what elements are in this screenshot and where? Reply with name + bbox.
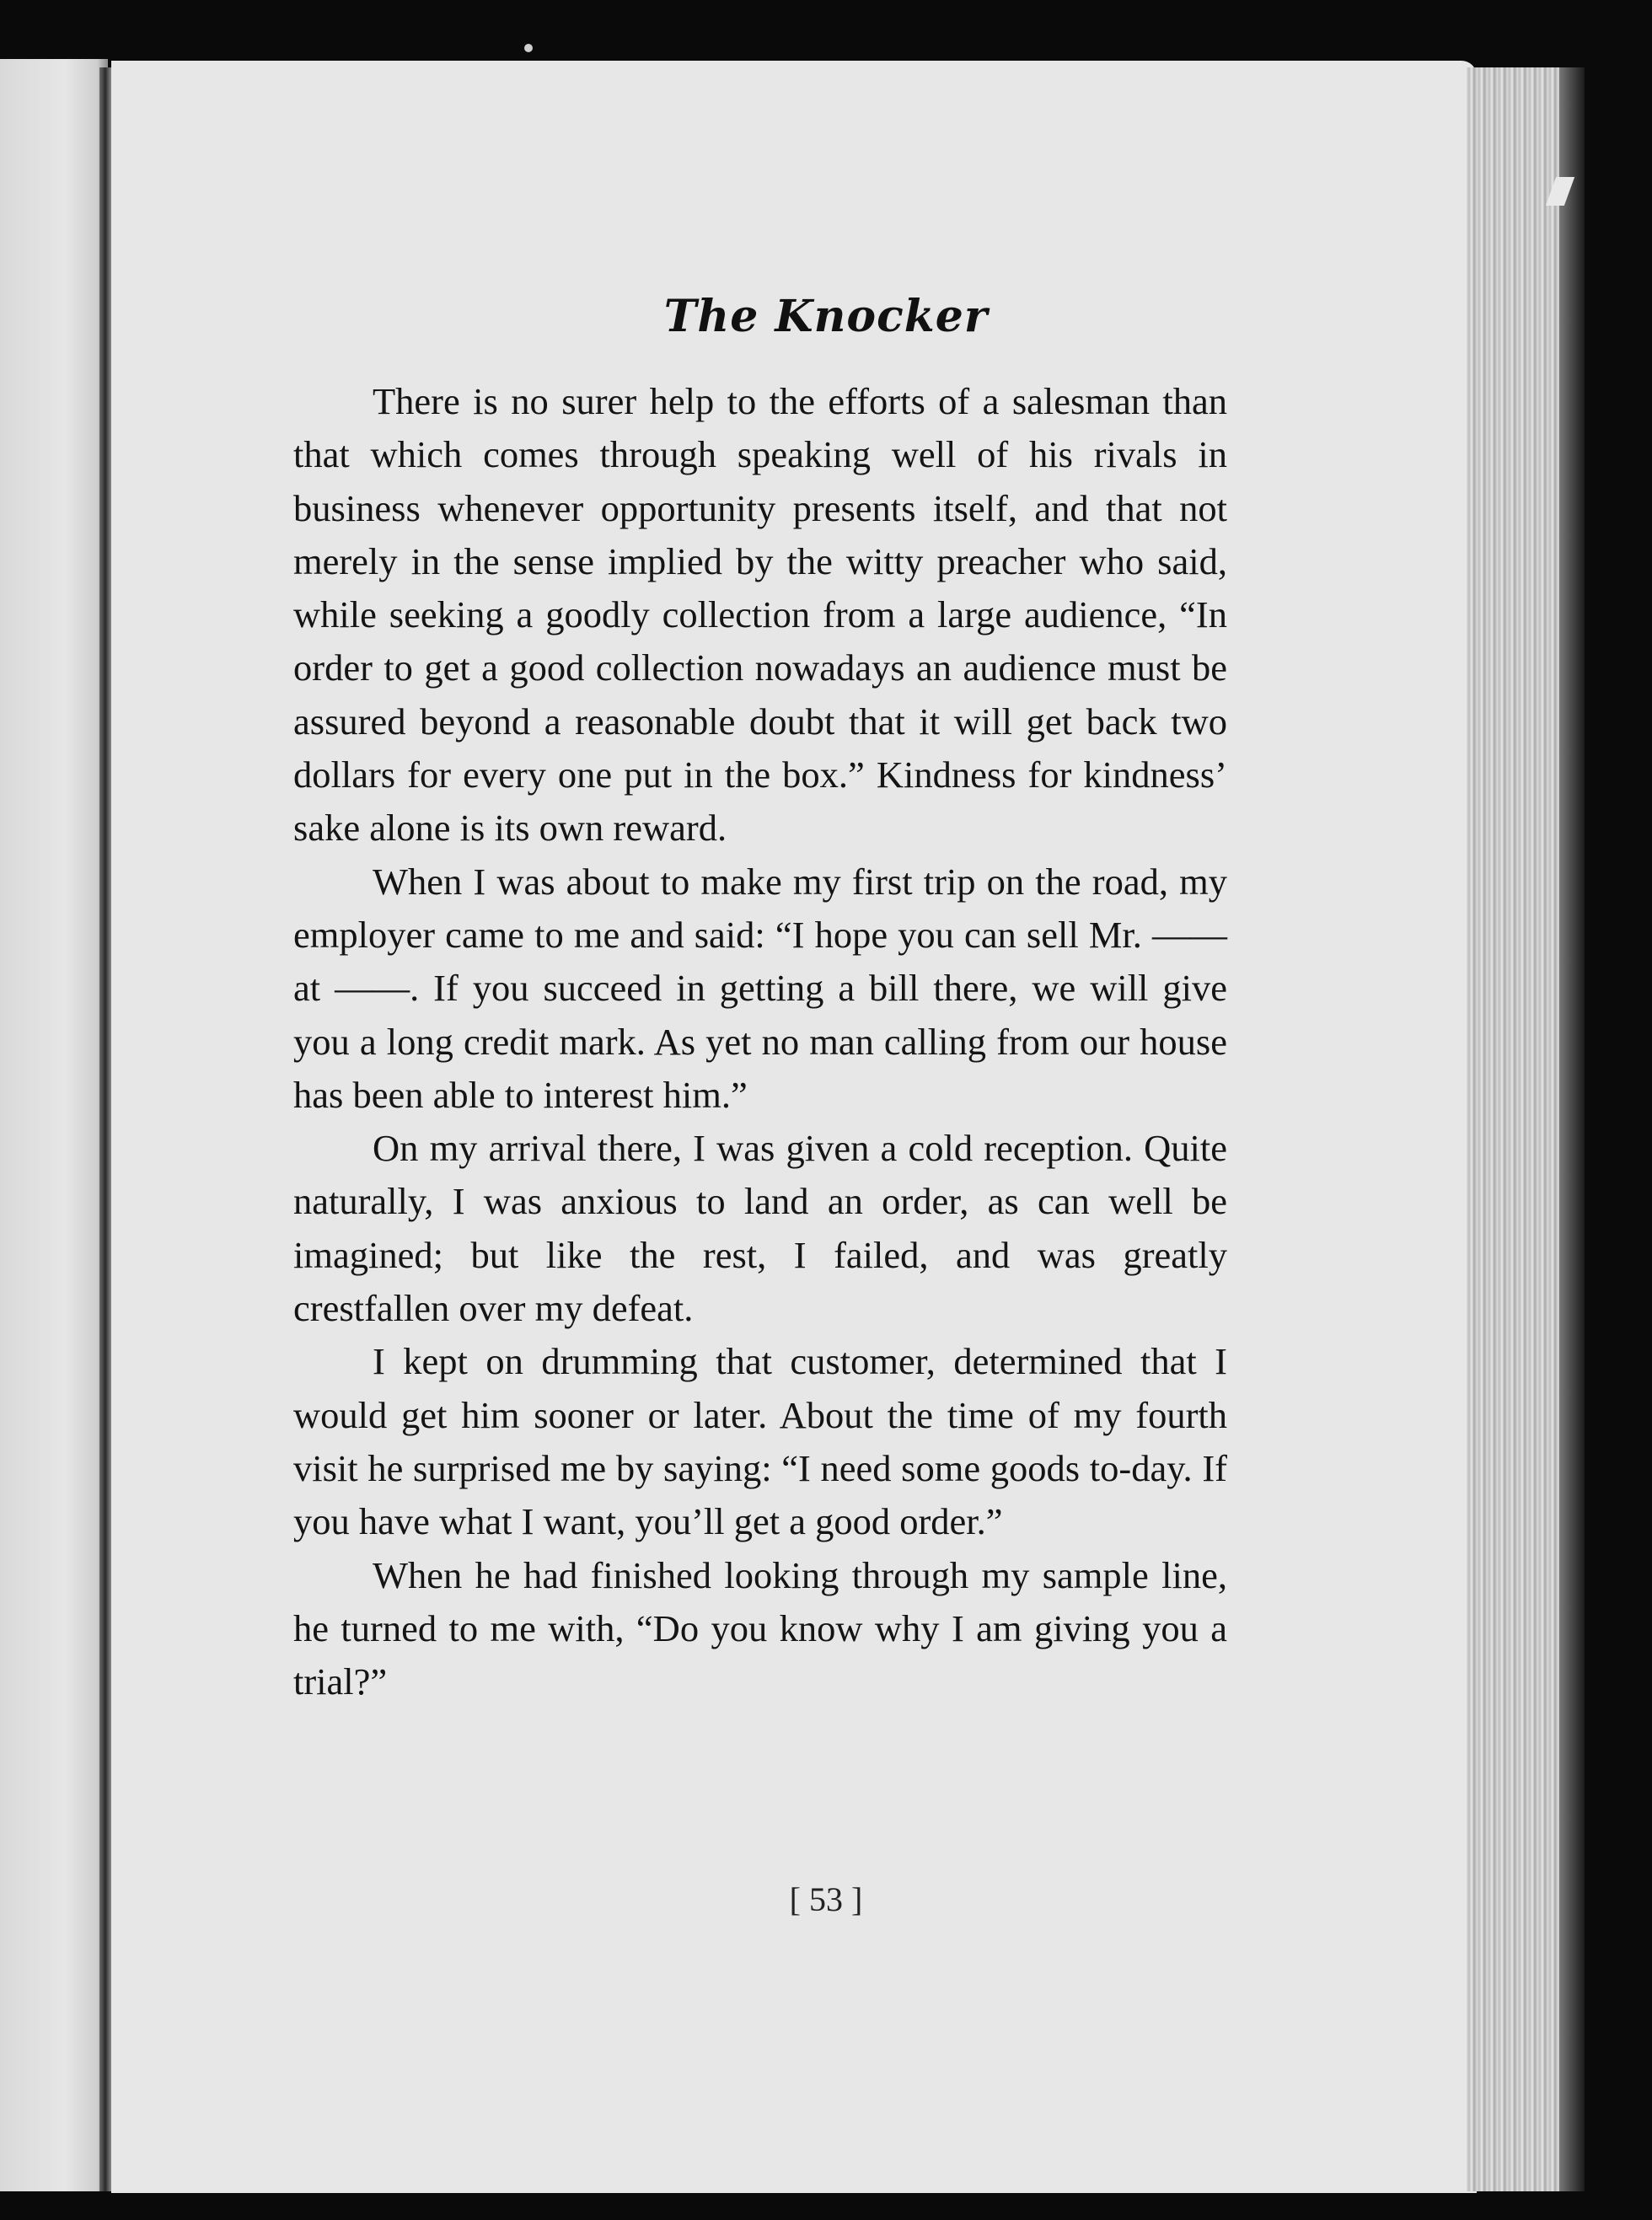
running-head: The Knocker (663, 291, 989, 342)
scan-speck (524, 44, 533, 52)
paragraph: On my arrival there, I was given a cold reception. Quite naturally, I was anxious to land an order, as can well be imagined; but like the rest, I failed, and was greatly crestfallen over my defeat. (293, 1127, 1227, 1330)
page-block-shadow (1559, 67, 1585, 2191)
paragraph: When I was about to make my first trip on the road, my employer came to me and said: “I hope you can sell Mr. —— at ——. If you succeed in getting a bill there, we will give you a long credit mark. As yet no man calling from our house has been able to interest him.” (293, 860, 1227, 1116)
page-block-edge (1467, 67, 1568, 2191)
book-gutter (99, 67, 111, 2191)
facing-page-edge (0, 59, 108, 2191)
body-text (293, 375, 1227, 1708)
paragraph: I kept on drumming that customer, determined that I would get him sooner or later. About the time of my fourth visit he surprised me by saying: “I need some goods to-day. If you have what I want, you’ll get a good order.” (293, 1340, 1227, 1543)
paragraph: There is no surer help to the efforts of a salesman than that which comes through speaking well of his rivals in business whenever opportunity presents itself, and that not merely in the sense implied by the witty preacher who said, while seeking a goodly collection from a large audience, “In order to get a good collection nowadays an audience must be assured beyond a reasonable doubt that it will get back two dollars for every one put in the box.” Kindness for kindness’ sake alone is its own reward. (293, 380, 1227, 850)
page-number: [ 53 ] (789, 1880, 863, 1918)
paragraph: When he had finished looking through my sample line, he turned to me with, “Do you know why I am giving you a trial?” (293, 1553, 1227, 1703)
